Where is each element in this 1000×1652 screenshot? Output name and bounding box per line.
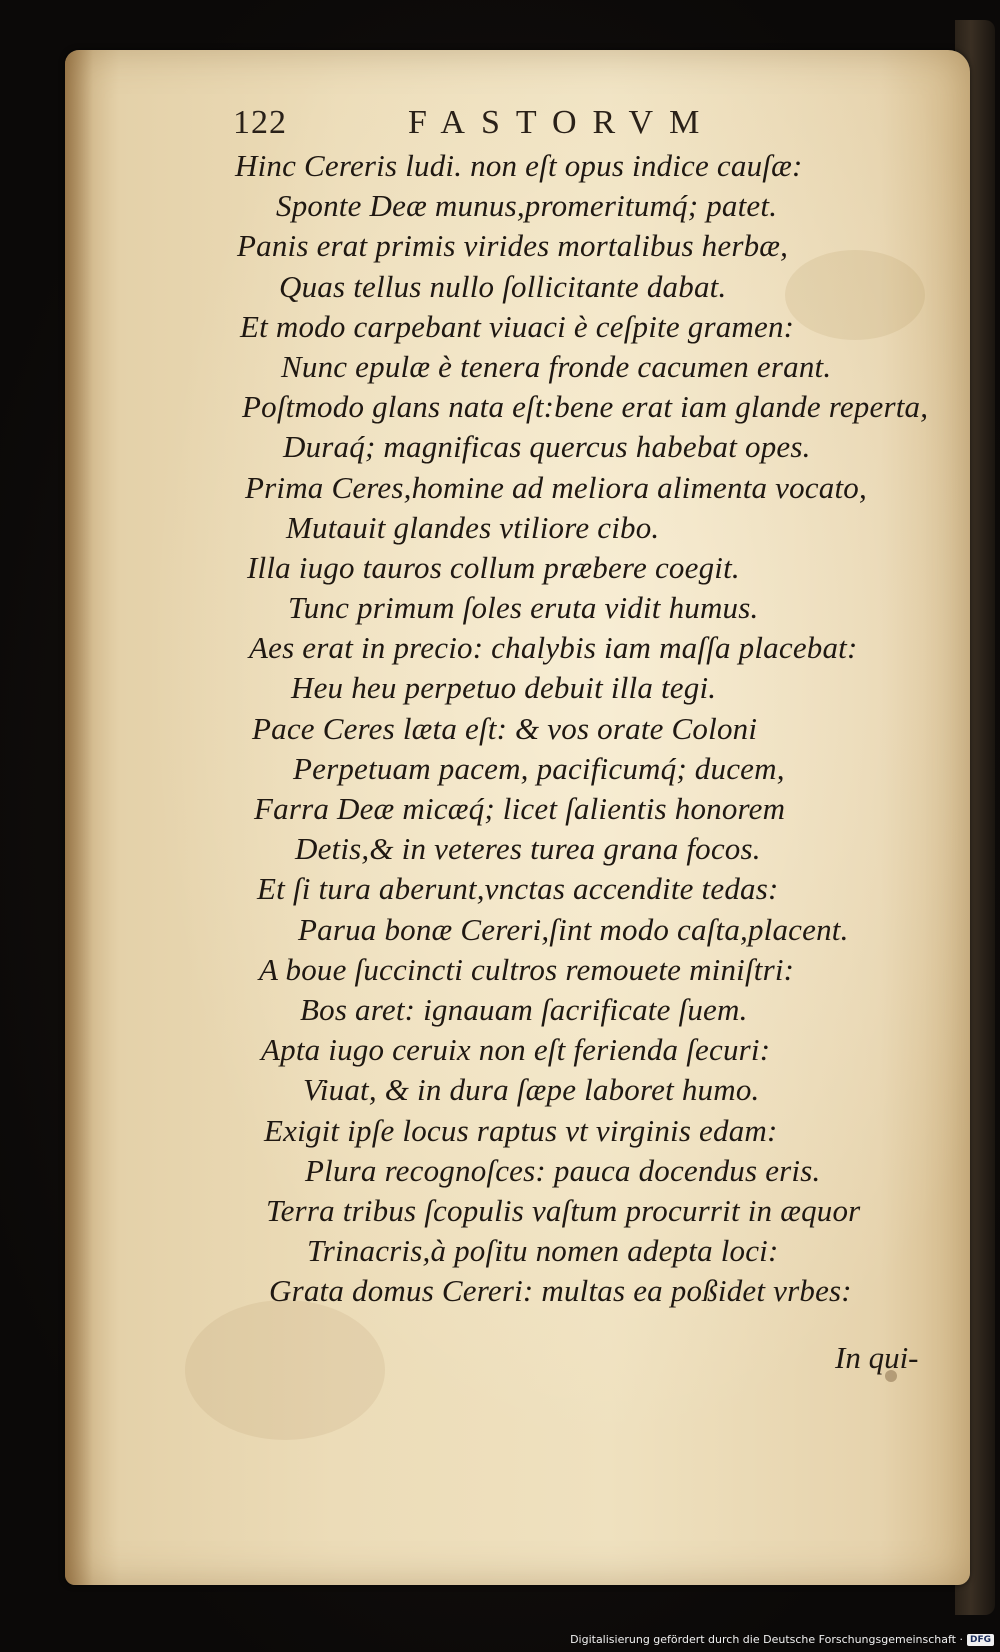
verse-line: Aes erat in precio: chalybis iam maſſa placebat:	[249, 630, 858, 666]
verse-line: Trinacris,à poſitu nomen adepta loci:	[307, 1233, 779, 1269]
credit-text: Digitalisierung gefördert durch die Deutsche Forschungsgemeinschaft ·	[570, 1633, 963, 1646]
verse-line: Quas tellus nullo ſollicitante dabat.	[279, 268, 727, 304]
verse-line: Et ſi tura aberunt,vnctas accendite tedas:	[257, 871, 779, 907]
verse-line: Poſtmodo glans nata eſt:bene erat iam glande reperta,	[242, 389, 929, 425]
verse-line: Et modo carpebant viuaci è ceſpite gramen:	[240, 308, 795, 344]
verse-block	[235, 146, 955, 1311]
verse-line: Hinc Cereris ludi. non eſt opus indice cauſæ:	[235, 148, 803, 183]
verse-line: Perpetuam pacem, pacificumq́; ducem,	[293, 750, 785, 786]
verse-line: Prima Ceres,homine ad meliora alimenta vocato,	[245, 469, 867, 505]
page-number: 122	[233, 104, 287, 141]
verse-line: Bos aret: ignauam ſacrificate ſuem.	[300, 991, 748, 1027]
verse-line: Illa iugo tauros collum præbere coegit.	[247, 549, 740, 585]
verse-line: Heu heu perpetuo debuit illa tegi.	[291, 670, 717, 706]
verse-line: Plura recognoſces: pauca docendus eris.	[305, 1152, 821, 1188]
verse-line: Mutauit glandes vtiliore cibo.	[286, 509, 660, 545]
digitization-credit	[570, 1633, 994, 1646]
verse-line: Tunc primum ſoles eruta vidit humus.	[288, 590, 759, 626]
verse-line: Pace Ceres læta eſt: & vos orate Coloni	[252, 710, 758, 746]
verse-line: Farra Deæ micæq́; licet ſalientis honorem	[254, 791, 786, 826]
running-head: FASTORVM	[408, 104, 716, 141]
verse-line: Apta iugo ceruix non eſt ferienda ſecuri:	[261, 1032, 771, 1068]
dfg-logo: DFG	[967, 1634, 994, 1646]
verse-line: Duraq́; magnificas quercus habebat opes.	[283, 429, 811, 465]
verse-line: Parua bonæ Cereri,ſint modo caſta,placent.	[298, 911, 849, 947]
verse-line: Viuat, & in dura ſæpe laboret humo.	[303, 1072, 760, 1108]
verse-line: Exigit ipſe locus raptus vt virginis edam:	[264, 1112, 778, 1148]
verse-line: Grata domus Cereri: multas ea poßidet vrbes:	[269, 1273, 852, 1309]
catchword: In qui-	[835, 1340, 919, 1375]
book-page	[65, 50, 970, 1585]
verse-line: Panis erat primis virides mortalibus herbæ,	[237, 228, 789, 264]
paper-stain	[185, 1300, 385, 1440]
verse-line: A boue ſuccincti cultros remouete miniſtri:	[259, 951, 795, 987]
verse-line: Sponte Deæ munus,promeritumq́; patet.	[276, 188, 778, 224]
verse-line: Detis,& in veteres turea grana focos.	[295, 831, 761, 867]
verse-line: Terra tribus ſcopulis vaſtum procurrit in æquor	[266, 1192, 861, 1228]
verse-line: Nunc epulæ è tenera fronde cacumen erant.	[281, 348, 832, 384]
